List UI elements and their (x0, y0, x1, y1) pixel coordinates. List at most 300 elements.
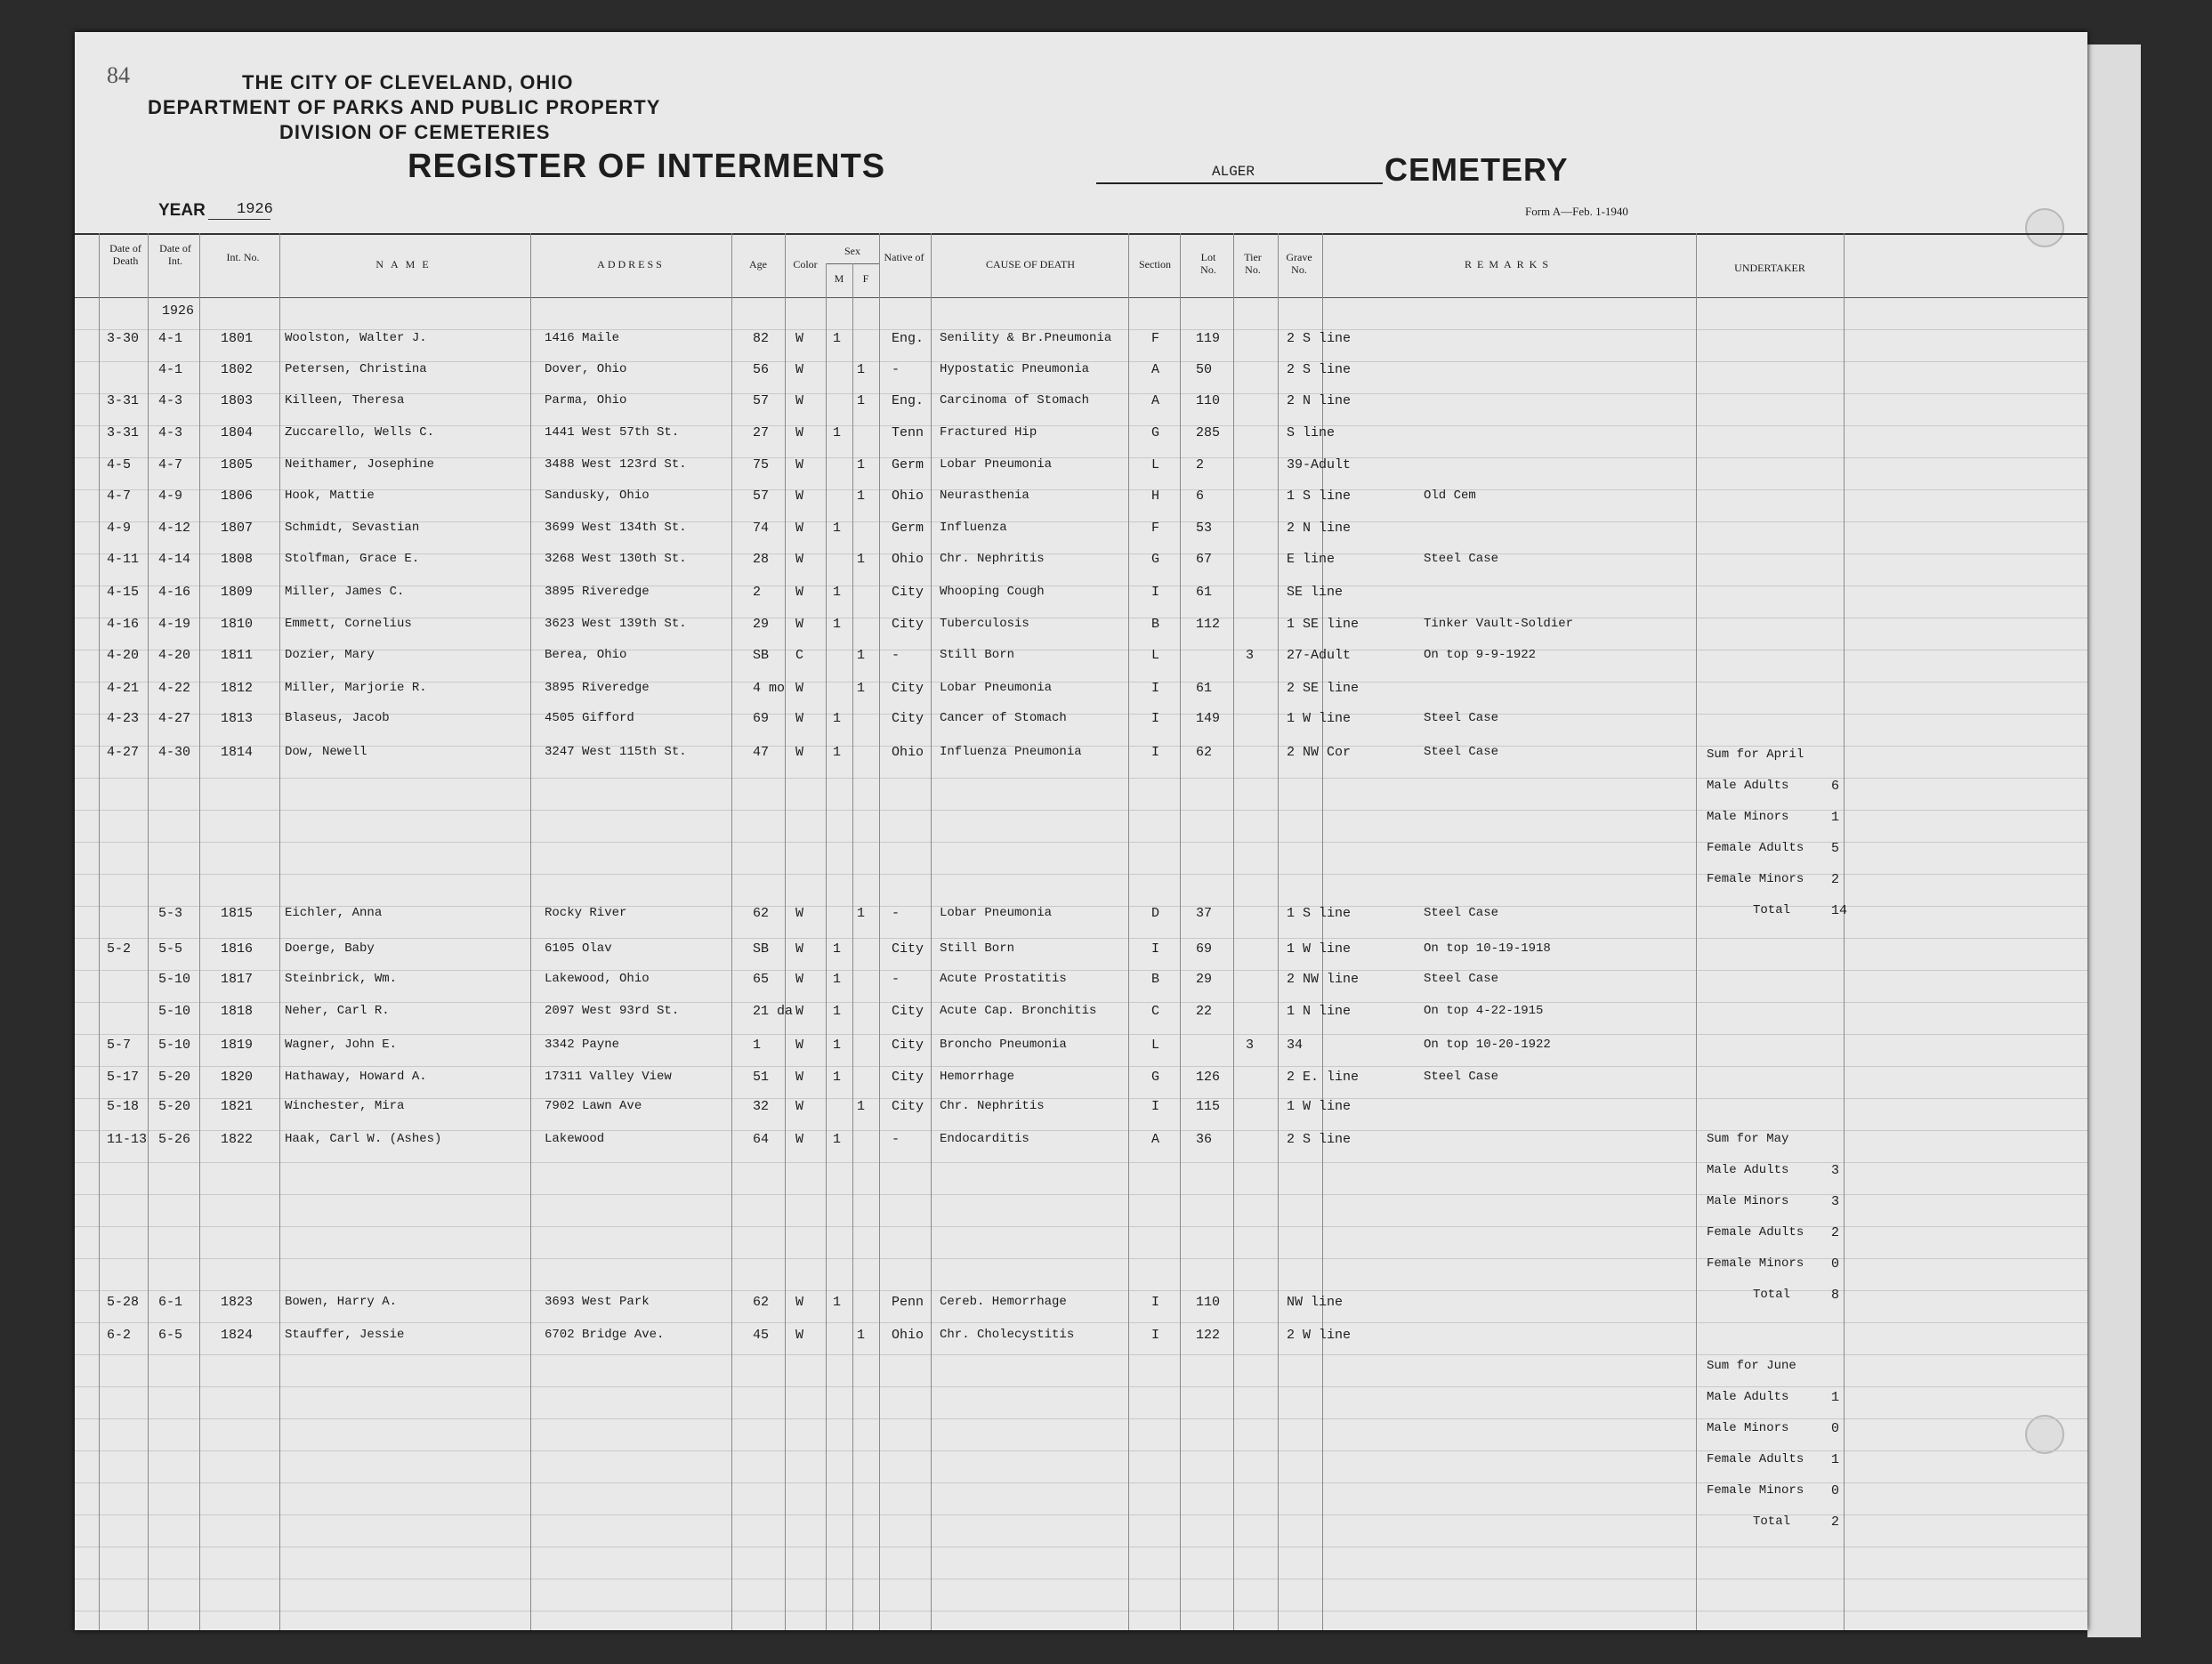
cell-no: 1805 (221, 457, 254, 473)
cell-di: 5-3 (158, 906, 183, 921)
cell-addr: 3268 West 130th St. (545, 552, 687, 566)
cell-m: 1 (833, 1295, 842, 1310)
cell-no: 1819 (221, 1038, 254, 1053)
cell-name: Emmett, Cornelius (285, 617, 412, 631)
cell-grave: 2 S line (1287, 331, 1352, 346)
punch-hole-bottom (2025, 1415, 2064, 1454)
cell-sec: I (1151, 1295, 1160, 1310)
cell-sec: G (1151, 425, 1160, 440)
summary-value: 0 (1831, 1421, 1840, 1436)
cell-grave: 1 W line (1287, 711, 1352, 726)
cell-dd: 5-28 (107, 1295, 140, 1310)
col-sex: Sex (844, 245, 860, 257)
cell-rem: Steel Case (1424, 745, 1499, 759)
col-section: Section (1139, 258, 1171, 271)
cell-nat: Ohio (892, 1328, 924, 1343)
cell-rem: On top 9-9-1922 (1424, 648, 1537, 662)
row-rule (75, 1322, 2087, 1323)
cell-color: W (795, 489, 804, 504)
column-rule (826, 263, 827, 1630)
cell-addr: 3247 West 115th St. (545, 745, 687, 759)
cell-sec: L (1151, 1038, 1160, 1053)
row-rule (75, 1130, 2087, 1131)
cell-di: 4-19 (158, 617, 191, 632)
cell-no: 1820 (221, 1070, 254, 1085)
cell-color: W (795, 906, 804, 921)
cell-no: 1807 (221, 521, 254, 536)
row-rule (75, 1002, 2087, 1003)
row-rule (75, 1034, 2087, 1035)
cell-m: 1 (833, 972, 842, 987)
cell-rem: Steel Case (1424, 972, 1499, 986)
summary-label: Total (1753, 1515, 1791, 1529)
col-lot-no: Lot No. (1200, 251, 1216, 276)
cell-lot: 69 (1196, 941, 1213, 957)
col-date-of-death: Date of Death (109, 242, 141, 267)
cell-sec: I (1151, 941, 1160, 957)
cell-age: 47 (753, 745, 770, 760)
cell-addr: 1441 West 57th St. (545, 425, 680, 440)
cell-di: 4-1 (158, 362, 183, 377)
row-rule (75, 970, 2087, 971)
cell-no: 1822 (221, 1132, 254, 1147)
cell-name: Miller, Marjorie R. (285, 681, 427, 695)
cell-dd: 4-9 (107, 521, 132, 536)
cell-no: 1824 (221, 1328, 254, 1343)
cell-lot: 53 (1196, 521, 1213, 536)
cell-grave: NW line (1287, 1295, 1344, 1310)
cell-name: Hook, Mattie (285, 489, 375, 503)
cell-dd: 3-31 (107, 393, 140, 408)
summary-value: 0 (1831, 1483, 1840, 1498)
cell-name: Eichler, Anna (285, 906, 383, 920)
cell-name: Winchester, Mira (285, 1099, 405, 1113)
cemetery-name: ALGER (1212, 164, 1255, 180)
cell-dd: 5-2 (107, 941, 132, 957)
cell-sec: L (1151, 648, 1160, 663)
cell-age: 28 (753, 552, 770, 567)
column-rule (1844, 233, 1845, 1630)
cell-no: 1823 (221, 1295, 254, 1310)
cell-nat: - (892, 648, 900, 663)
cell-m: 1 (833, 331, 842, 346)
cell-di: 4-1 (158, 331, 183, 346)
cell-addr: 2097 West 93rd St. (545, 1004, 680, 1018)
cell-no: 1806 (221, 489, 254, 504)
cell-age: 57 (753, 393, 770, 408)
col-age: Age (749, 258, 767, 271)
header-department: DEPARTMENT OF PARKS AND PUBLIC PROPERTY (148, 96, 661, 118)
cell-dd: 5-17 (107, 1070, 140, 1085)
column-rule (99, 233, 100, 1630)
cell-color: W (795, 617, 804, 632)
cell-age: 4 mo (753, 681, 786, 696)
cell-color: W (795, 362, 804, 377)
page-number: 84 (107, 62, 130, 88)
cell-cause: Neurasthenia (940, 489, 1029, 503)
cell-f: 1 (857, 393, 866, 408)
cell-m: 1 (833, 1038, 842, 1053)
cell-color: W (795, 681, 804, 696)
cell-lot: 50 (1196, 362, 1213, 377)
cell-color: W (795, 941, 804, 957)
cell-cause: Cereb. Hemorrhage (940, 1295, 1067, 1309)
cell-lot: 122 (1196, 1328, 1221, 1343)
cell-no: 1801 (221, 331, 254, 346)
summary-label: Female Minors (1707, 872, 1804, 886)
row-rule (75, 1066, 2087, 1067)
cell-lot: 126 (1196, 1070, 1221, 1085)
cell-di: 5-20 (158, 1070, 191, 1085)
cell-age: 27 (753, 425, 770, 440)
summary-title: Sum for June (1707, 1359, 1796, 1373)
summary-label: Male Minors (1707, 1194, 1789, 1208)
cell-addr: 6702 Bridge Ave. (545, 1328, 665, 1342)
cell-nat: - (892, 906, 900, 921)
summary-value: 2 (1831, 1225, 1840, 1240)
summary-value: 5 (1831, 841, 1840, 856)
cell-name: Blaseus, Jacob (285, 711, 390, 725)
cell-cause: Chr. Nephritis (940, 552, 1045, 566)
cell-f: 1 (857, 648, 866, 663)
cell-addr: Lakewood (545, 1132, 605, 1146)
cell-age: 21 da (753, 1004, 794, 1019)
cell-color: W (795, 711, 804, 726)
summary-label: Male Minors (1707, 1421, 1789, 1435)
cell-di: 5-26 (158, 1132, 191, 1147)
cell-dd: 5-18 (107, 1099, 140, 1114)
cell-di: 5-10 (158, 1038, 191, 1053)
cell-lot: 62 (1196, 745, 1213, 760)
cell-no: 1811 (221, 648, 254, 663)
cell-sec: F (1151, 521, 1160, 536)
cell-grave: 2 E. line (1287, 1070, 1360, 1085)
cell-addr: 3342 Payne (545, 1038, 620, 1052)
cell-m: 1 (833, 711, 842, 726)
cell-addr: Sandusky, Ohio (545, 489, 650, 503)
cell-age: 57 (753, 489, 770, 504)
cell-cause: Carcinoma of Stomach (940, 393, 1090, 408)
cell-name: Dow, Newell (285, 745, 367, 759)
cell-age: 65 (753, 972, 770, 987)
cell-nat: - (892, 1132, 900, 1147)
cell-color: W (795, 1070, 804, 1085)
cell-dd: 4-23 (107, 711, 140, 726)
cell-dd: 4-15 (107, 585, 140, 600)
cell-age: SB (753, 941, 770, 957)
cell-f: 1 (857, 1328, 866, 1343)
cell-nat: Penn (892, 1295, 924, 1310)
cell-grave: 2 NW line (1287, 972, 1360, 987)
cell-f: 1 (857, 906, 866, 921)
row-rule (75, 1354, 2087, 1355)
col-int-no: Int. No. (226, 251, 260, 263)
col-address: ADDRESS (597, 258, 665, 271)
cell-di: 4-9 (158, 489, 183, 504)
cell-no: 1802 (221, 362, 254, 377)
cell-dd: 5-7 (107, 1038, 132, 1053)
cell-color: W (795, 972, 804, 987)
cell-rem: On top 4-22-1915 (1424, 1004, 1544, 1018)
column-rule (1128, 233, 1129, 1630)
table-top-rule (75, 233, 2087, 235)
col-sex-m: M (834, 272, 844, 285)
column-rule (785, 233, 786, 1630)
summary-value: 0 (1831, 1256, 1840, 1272)
cell-grave: 1 N line (1287, 1004, 1352, 1019)
cell-lot: 61 (1196, 585, 1213, 600)
cell-sec: I (1151, 711, 1160, 726)
cell-di: 4-12 (158, 521, 191, 536)
summary-label: Male Adults (1707, 1390, 1789, 1404)
cell-di: 5-10 (158, 972, 191, 987)
cell-nat: Ohio (892, 552, 924, 567)
cell-cause: Acute Cap. Bronchitis (940, 1004, 1097, 1018)
cell-nat: City (892, 617, 924, 632)
cell-lot: 22 (1196, 1004, 1213, 1019)
cell-f: 1 (857, 552, 866, 567)
next-page-edge (2087, 44, 2141, 1637)
cell-addr: 3699 West 134th St. (545, 521, 687, 535)
col-name: NAME (375, 258, 436, 271)
cell-cause: Still Born (940, 648, 1015, 662)
cell-lot: 29 (1196, 972, 1213, 987)
cell-f: 1 (857, 1099, 866, 1114)
cell-cause: Fractured Hip (940, 425, 1037, 440)
header-city: THE CITY OF CLEVELAND, OHIO (242, 71, 574, 93)
cell-grave: SE line (1287, 585, 1344, 600)
cell-di: 4-20 (158, 648, 191, 663)
column-rule (852, 263, 853, 1630)
summary-label: Male Minors (1707, 810, 1789, 824)
cell-name: Hathaway, Howard A. (285, 1070, 427, 1084)
cell-addr: 1416 Maile (545, 331, 620, 345)
summary-value: 1 (1831, 1390, 1840, 1405)
cell-sec: G (1151, 552, 1160, 567)
cell-no: 1821 (221, 1099, 254, 1114)
summary-title: Sum for May (1707, 1132, 1789, 1146)
row-rule (75, 1450, 2087, 1451)
cell-age: 74 (753, 521, 770, 536)
cell-age: 62 (753, 906, 770, 921)
cell-di: 5-5 (158, 941, 183, 957)
cell-grave: E line (1287, 552, 1336, 567)
cell-color: W (795, 745, 804, 760)
summary-label: Female Minors (1707, 1256, 1804, 1271)
cell-cause: Whooping Cough (940, 585, 1045, 599)
cell-sec: C (1151, 1004, 1160, 1019)
cell-nat: City (892, 681, 924, 696)
cell-name: Wagner, John E. (285, 1038, 398, 1052)
cell-sec: I (1151, 681, 1160, 696)
row-rule (75, 1418, 2087, 1419)
cell-color: W (795, 552, 804, 567)
cell-grave: 1 W line (1287, 941, 1352, 957)
column-rule (879, 233, 880, 1630)
cell-addr: 17311 Valley View (545, 1070, 672, 1084)
cell-di: 4-30 (158, 745, 191, 760)
cell-lot: 119 (1196, 331, 1221, 346)
cell-rem: Steel Case (1424, 1070, 1499, 1084)
column-rule (931, 233, 932, 1630)
cell-lot: 61 (1196, 681, 1213, 696)
cell-rem: On top 10-19-1918 (1424, 941, 1551, 956)
cell-cause: Hypostatic Pneumonia (940, 362, 1090, 376)
year-label: YEAR (158, 201, 206, 220)
cell-nat: Eng. (892, 331, 924, 346)
summary-label: Female Adults (1707, 1225, 1804, 1240)
cell-name: Killeen, Theresa (285, 393, 405, 408)
column-rule (731, 233, 732, 1630)
cell-di: 4-3 (158, 425, 183, 440)
punch-hole-top (2025, 208, 2064, 247)
cell-no: 1818 (221, 1004, 254, 1019)
cell-name: Petersen, Christina (285, 362, 427, 376)
cell-di: 4-22 (158, 681, 191, 696)
cell-no: 1808 (221, 552, 254, 567)
row-rule (75, 489, 2087, 490)
cell-m: 1 (833, 941, 842, 957)
cell-age: 64 (753, 1132, 770, 1147)
cell-nat: Eng. (892, 393, 924, 408)
cell-addr: Berea, Ohio (545, 648, 627, 662)
cell-grave: 2 N line (1287, 393, 1352, 408)
row-rule (75, 938, 2087, 939)
cell-name: Haak, Carl W. (Ashes) (285, 1132, 442, 1146)
cell-age: 62 (753, 1295, 770, 1310)
cell-lot: 110 (1196, 1295, 1221, 1310)
cell-age: 1 (753, 1038, 762, 1053)
cell-addr: 3623 West 139th St. (545, 617, 687, 631)
column-rule (1233, 233, 1234, 1630)
cemetery-name-line (1096, 182, 1383, 184)
cell-age: 82 (753, 331, 770, 346)
cell-nat: - (892, 362, 900, 377)
cell-name: Schmidt, Sevastian (285, 521, 420, 535)
cell-color: W (795, 1132, 804, 1147)
cell-sec: I (1151, 585, 1160, 600)
cell-di: 4-27 (158, 711, 191, 726)
summary-label: Male Adults (1707, 779, 1789, 793)
cell-dd: 4-20 (107, 648, 140, 663)
cell-m: 1 (833, 585, 842, 600)
cell-dd: 6-2 (107, 1328, 132, 1343)
cell-addr: Lakewood, Ohio (545, 972, 650, 986)
cell-nat: Ohio (892, 489, 924, 504)
cell-name: Doerge, Baby (285, 941, 375, 956)
cell-name: Zuccarello, Wells C. (285, 425, 435, 440)
cell-dd: 11-13 (107, 1132, 148, 1147)
cell-name: Miller, James C. (285, 585, 405, 599)
cell-age: 69 (753, 711, 770, 726)
cell-no: 1804 (221, 425, 254, 440)
cell-name: Woolston, Walter J. (285, 331, 427, 345)
cell-addr: 4505 Gifford (545, 711, 634, 725)
cell-rem: Steel Case (1424, 906, 1499, 920)
summary-label: Total (1753, 1288, 1791, 1302)
cell-no: 1813 (221, 711, 254, 726)
cell-sec: A (1151, 1132, 1160, 1147)
column-rule (1322, 233, 1323, 1630)
summary-value: 2 (1831, 872, 1840, 887)
cell-grave: 1 SE line (1287, 617, 1360, 632)
cell-cause: Endocarditis (940, 1132, 1029, 1146)
cell-no: 1814 (221, 745, 254, 760)
cell-sec: A (1151, 362, 1160, 377)
cell-cause: Tuberculosis (940, 617, 1029, 631)
cell-addr: Dover, Ohio (545, 362, 627, 376)
cell-sec: I (1151, 745, 1160, 760)
cell-nat: City (892, 1004, 924, 1019)
summary-title: Sum for April (1707, 747, 1804, 762)
summary-value: 14 (1831, 903, 1848, 918)
cell-nat: City (892, 711, 924, 726)
cell-cause: Cancer of Stomach (940, 711, 1067, 725)
cell-grave: 2 NW Cor (1287, 745, 1352, 760)
cell-m: 1 (833, 745, 842, 760)
cell-grave: 2 SE line (1287, 681, 1360, 696)
cell-color: W (795, 425, 804, 440)
col-date-of-int: Date of Int. (159, 242, 191, 267)
cell-color: W (795, 1099, 804, 1114)
cell-addr: 6105 Olav (545, 941, 612, 956)
col-tier-no: Tier No. (1244, 251, 1262, 276)
cell-grave: S line (1287, 425, 1336, 440)
column-rule (279, 233, 280, 1630)
cell-m: 1 (833, 425, 842, 440)
cell-sec: G (1151, 1070, 1160, 1085)
cell-lot: 112 (1196, 617, 1221, 632)
cell-m: 1 (833, 617, 842, 632)
cell-no: 1815 (221, 906, 254, 921)
cell-addr: 3895 Riveredge (545, 585, 650, 599)
cell-cause: Lobar Pneumonia (940, 681, 1053, 695)
summary-value: 1 (1831, 810, 1840, 825)
summary-label: Male Adults (1707, 1163, 1789, 1177)
cell-lot: 6 (1196, 489, 1205, 504)
cell-di: 4-3 (158, 393, 183, 408)
cell-grave: 2 S line (1287, 362, 1352, 377)
form-number: Form A—Feb. 1-1940 (1525, 205, 1628, 218)
cell-sec: D (1151, 906, 1160, 921)
cell-sec: B (1151, 972, 1160, 987)
cell-m: 1 (833, 1004, 842, 1019)
cell-cause: Chr. Cholecystitis (940, 1328, 1075, 1342)
cell-age: 32 (753, 1099, 770, 1114)
row-rule (75, 1386, 2087, 1387)
cell-color: W (795, 1038, 804, 1053)
cell-grave: 34 (1287, 1038, 1304, 1053)
cell-rem: Old Cem (1424, 489, 1476, 503)
cell-rem: Tinker Vault-Soldier (1424, 617, 1574, 631)
cell-lot: 36 (1196, 1132, 1213, 1147)
cell-grave: 1 S line (1287, 489, 1352, 504)
cell-grave: 1 S line (1287, 906, 1352, 921)
cell-addr: 3693 West Park (545, 1295, 650, 1309)
cell-name: Neithamer, Josephine (285, 457, 435, 472)
cell-addr: 3488 West 123rd St. (545, 457, 687, 472)
cell-f: 1 (857, 362, 866, 377)
cell-grave: 27-Adult (1287, 648, 1352, 663)
cell-rem: On top 10-20-1922 (1424, 1038, 1551, 1052)
cell-sec: L (1151, 457, 1160, 473)
cell-color: W (795, 1295, 804, 1310)
cell-nat: City (892, 585, 924, 600)
cell-dd: 4-16 (107, 617, 140, 632)
cell-dd: 4-7 (107, 489, 132, 504)
cell-cause: Influenza (940, 521, 1007, 535)
cell-name: Bowen, Harry A. (285, 1295, 398, 1309)
